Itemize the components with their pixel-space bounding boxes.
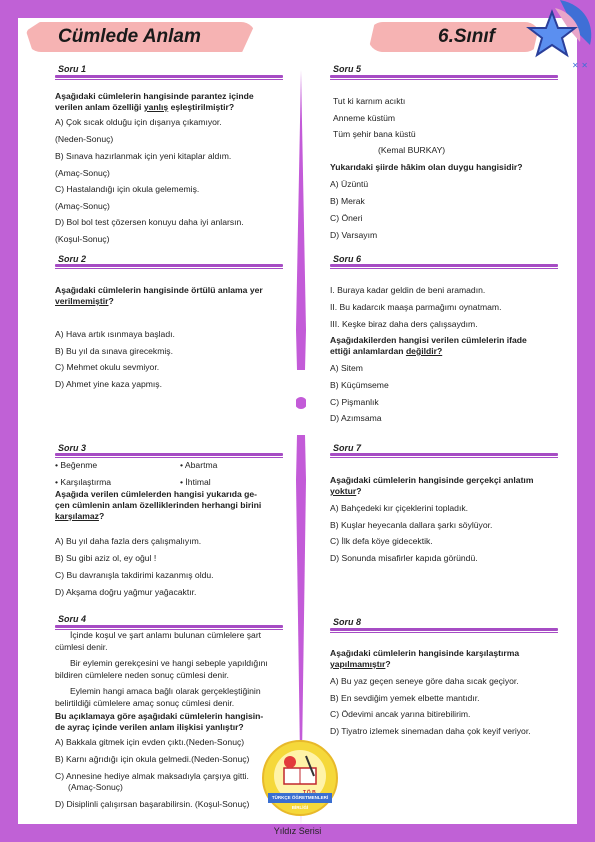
- question-1-option-c-note: (Amaç-Sonuç): [55, 201, 110, 211]
- question-4-stem-cont: de ayraç içinde verilen anlam ilişkisi yanlıştır?: [55, 722, 244, 732]
- question-6-option-d[interactable]: D) Azımsama: [330, 413, 382, 423]
- question-7-heading: Soru 7: [333, 443, 362, 453]
- question-8-option-d[interactable]: D) Tiyatro izlemek sinemadan daha çok keyif veriyor.: [330, 726, 531, 736]
- question-4-option-c-note: (Amaç-Sonuç): [68, 782, 123, 792]
- star-decoration-icon: [500, 0, 595, 75]
- question-3-stem-end: karşılamaz?: [55, 511, 105, 521]
- question-3-bullet-2: • Abartma: [180, 460, 218, 470]
- question-8-option-a[interactable]: A) Bu yaz geçen seneye göre daha sıcak geçiyor.: [330, 676, 519, 686]
- question-6-rule: [330, 264, 558, 267]
- question-1-option-b-note: (Amaç-Sonuç): [55, 168, 110, 178]
- question-4-para-2: Bir eylemin gerekçesini ve hangi sebeple yapıldığını: [70, 658, 268, 668]
- series-footer: Yıldız Serisi: [273, 826, 322, 836]
- question-7-option-d[interactable]: D) Sonunda misafirler kapıda göründü.: [330, 553, 478, 563]
- question-5-heading: Soru 5: [333, 64, 362, 74]
- question-1-option-a[interactable]: A) Çok sıcak olduğu için dışarıya çıkamıyor.: [55, 117, 222, 127]
- question-4-para-2-cont: bildiren cümlelere neden sonuç cümlesi denir.: [55, 670, 229, 680]
- question-2-stem: Aşağıdaki cümlelerin hangisinde örtülü anlama yer: [55, 285, 263, 295]
- question-5-option-a[interactable]: A) Üzüntü: [330, 179, 369, 189]
- question-4-para-3: Eylemin hangi amaca bağlı olarak gerçekleştiğinin: [70, 686, 261, 696]
- question-3-bullet-1: • Beğenme: [55, 460, 98, 470]
- grade-label: 6.Sınıf: [438, 26, 496, 47]
- book-pen-icon: [274, 750, 326, 790]
- poem-line-3: Tüm şehir bana küstü: [333, 129, 416, 139]
- question-1-heading: Soru 1: [58, 64, 87, 74]
- question-2-option-b[interactable]: B) Bu yıl da sınava girecekmiş.: [55, 346, 173, 356]
- question-8-option-c[interactable]: C) Ödevimi ancak yarına bitirebilirim.: [330, 709, 471, 719]
- question-6-option-b[interactable]: B) Küçümseme: [330, 380, 389, 390]
- question-3-bullet-4: • İhtimal: [180, 477, 211, 487]
- question-7-stem: Aşağıdaki cümlelerin hangisinde gerçekçi anlatım: [330, 475, 534, 485]
- page-title: Cümlede Anlam: [58, 26, 201, 47]
- statement-2: II. Bu kadarcık maaşa parmağımı oynatmam.: [330, 302, 502, 312]
- question-5-option-c[interactable]: C) Öneri: [330, 213, 363, 223]
- question-1-rule: [55, 75, 283, 78]
- question-6-heading: Soru 6: [333, 254, 362, 264]
- question-2-option-a[interactable]: A) Hava artık ısınmaya başladı.: [55, 329, 175, 339]
- question-8-heading: Soru 8: [333, 617, 362, 627]
- svg-text:✕ ✕: ✕ ✕: [572, 61, 588, 70]
- question-4-para-1: İçinde koşul ve şart anlamı bulunan cümlelere şart: [70, 630, 262, 640]
- question-2-rule: [55, 264, 283, 267]
- question-4-rule: [55, 625, 283, 628]
- question-4-heading: Soru 4: [58, 614, 87, 624]
- question-3-option-d[interactable]: D) Akşama doğru yağmur yağacaktır.: [55, 587, 197, 597]
- question-7-stem-cont: yoktur?: [330, 486, 362, 496]
- question-2-heading: Soru 2: [58, 254, 87, 264]
- question-3-option-b[interactable]: B) Su gibi aziz ol, ey oğul !: [55, 553, 157, 563]
- question-3-rule: [55, 453, 283, 456]
- question-1-option-d[interactable]: D) Bol bol test çözersen konuyu daha iyi anlarsın.: [55, 217, 244, 227]
- question-4-option-c[interactable]: C) Annesine hediye almak maksadıyla çarşıya gitti.: [55, 771, 249, 781]
- question-1-stem: Aşağıdaki cümlelerin hangisinde parantez içinde: [55, 91, 254, 101]
- question-3-option-a[interactable]: A) Bu yıl daha fazla ders çalışmalıyım.: [55, 536, 202, 546]
- question-8-rule: [330, 628, 558, 631]
- question-2-option-c[interactable]: C) Mehmet okulu sevmiyor.: [55, 362, 160, 372]
- question-2-stem-cont: verilmemiştir?: [55, 296, 114, 306]
- question-1-option-c[interactable]: C) Hastalandığı için okula gelememiş.: [55, 184, 200, 194]
- question-1-option-b[interactable]: B) Sınava hazırlanmak için yeni kitaplar aldım.: [55, 151, 232, 161]
- question-3-stem-cont: çen cümlenin anlam özelliklerinden herhangi birini: [55, 500, 262, 510]
- question-4-option-b[interactable]: B) Karnı ağrıdığı için okula gelmedi.(Neden-Sonuç): [55, 754, 250, 764]
- question-6-stem: Aşağıdakilerden hangisi verilen cümlelerin ifade: [330, 335, 527, 345]
- statement-1: I. Buraya kadar geldin de beni aramadın.: [330, 285, 486, 295]
- poem-author: (Kemal BURKAY): [378, 145, 446, 155]
- question-4-option-d[interactable]: D) Disiplinli çalışırsan başarabilirsin. (Koşul-Sonuç): [55, 799, 250, 809]
- question-3-bullet-3: • Karşılaştırma: [55, 477, 112, 487]
- question-6-option-a[interactable]: A) Sitem: [330, 363, 363, 373]
- badge-ribbon: TÜRKÇE ÖĞRETMENLERİ BİRLİĞİ: [268, 793, 332, 803]
- question-1-stem-cont: verilen anlam özelliği yanlış eşleştirilmiştir?: [55, 102, 235, 112]
- question-7-option-c[interactable]: C) İlk defa köye gidecektik.: [330, 536, 433, 546]
- question-3-stem: Aşağıda verilen cümlelerden hangisi yukarıda ge-: [55, 489, 258, 499]
- question-2-option-d[interactable]: D) Ahmet yine kaza yapmış.: [55, 379, 162, 389]
- question-6-option-c[interactable]: C) Pişmanlık: [330, 397, 379, 407]
- question-7-rule: [330, 453, 558, 456]
- poem-line-2: Anneme küstüm: [333, 113, 396, 123]
- question-8-stem-cont: yapılmamıştır?: [330, 659, 391, 669]
- question-1-option-a-note: (Neden-Sonuç): [55, 134, 114, 144]
- question-8-option-b[interactable]: B) En sevdiğim yemek elbette mantıdır.: [330, 693, 480, 703]
- question-5-option-d[interactable]: D) Varsayım: [330, 230, 378, 240]
- center-divider: [296, 70, 306, 826]
- statement-3: III. Keşke biraz daha ders çalışsaydım.: [330, 319, 478, 329]
- question-5-stem: Yukarıdaki şiirde hâkim olan duygu hangisidir?: [330, 162, 523, 172]
- question-3-heading: Soru 3: [58, 443, 87, 453]
- question-3-option-c[interactable]: C) Bu davranışla takdirimi kazanmış oldu.: [55, 570, 214, 580]
- question-4-option-a[interactable]: A) Bakkala gitmek için evden çıktı.(Neden-Sonuç): [55, 737, 245, 747]
- question-5-rule: [330, 75, 558, 78]
- question-4-para-1-cont: cümlesi denir.: [55, 642, 108, 652]
- question-4-stem: Bu açıklamaya göre aşağıdaki cümlelerin hangisin-: [55, 711, 264, 721]
- question-8-stem: Aşağıdaki cümlelerin hangisinde karşılaştırma: [330, 648, 520, 658]
- poem-line-1: Tut ki karnım acıktı: [333, 96, 406, 106]
- question-6-stem-cont: ettiği anlamlardan değildir?: [330, 346, 443, 356]
- question-7-option-b[interactable]: B) Kuşlar heyecanla dallara şarkı söylüyor.: [330, 520, 493, 530]
- question-7-option-a[interactable]: A) Bahçedeki kır çiçeklerini topladık.: [330, 503, 469, 513]
- association-badge: [262, 740, 338, 816]
- question-1-option-d-note: (Koşul-Sonuç): [55, 234, 110, 244]
- question-5-option-b[interactable]: B) Merak: [330, 196, 365, 206]
- question-4-para-3-cont: belirtildiği cümlelere amaç sonuç cümlesi denir.: [55, 698, 235, 708]
